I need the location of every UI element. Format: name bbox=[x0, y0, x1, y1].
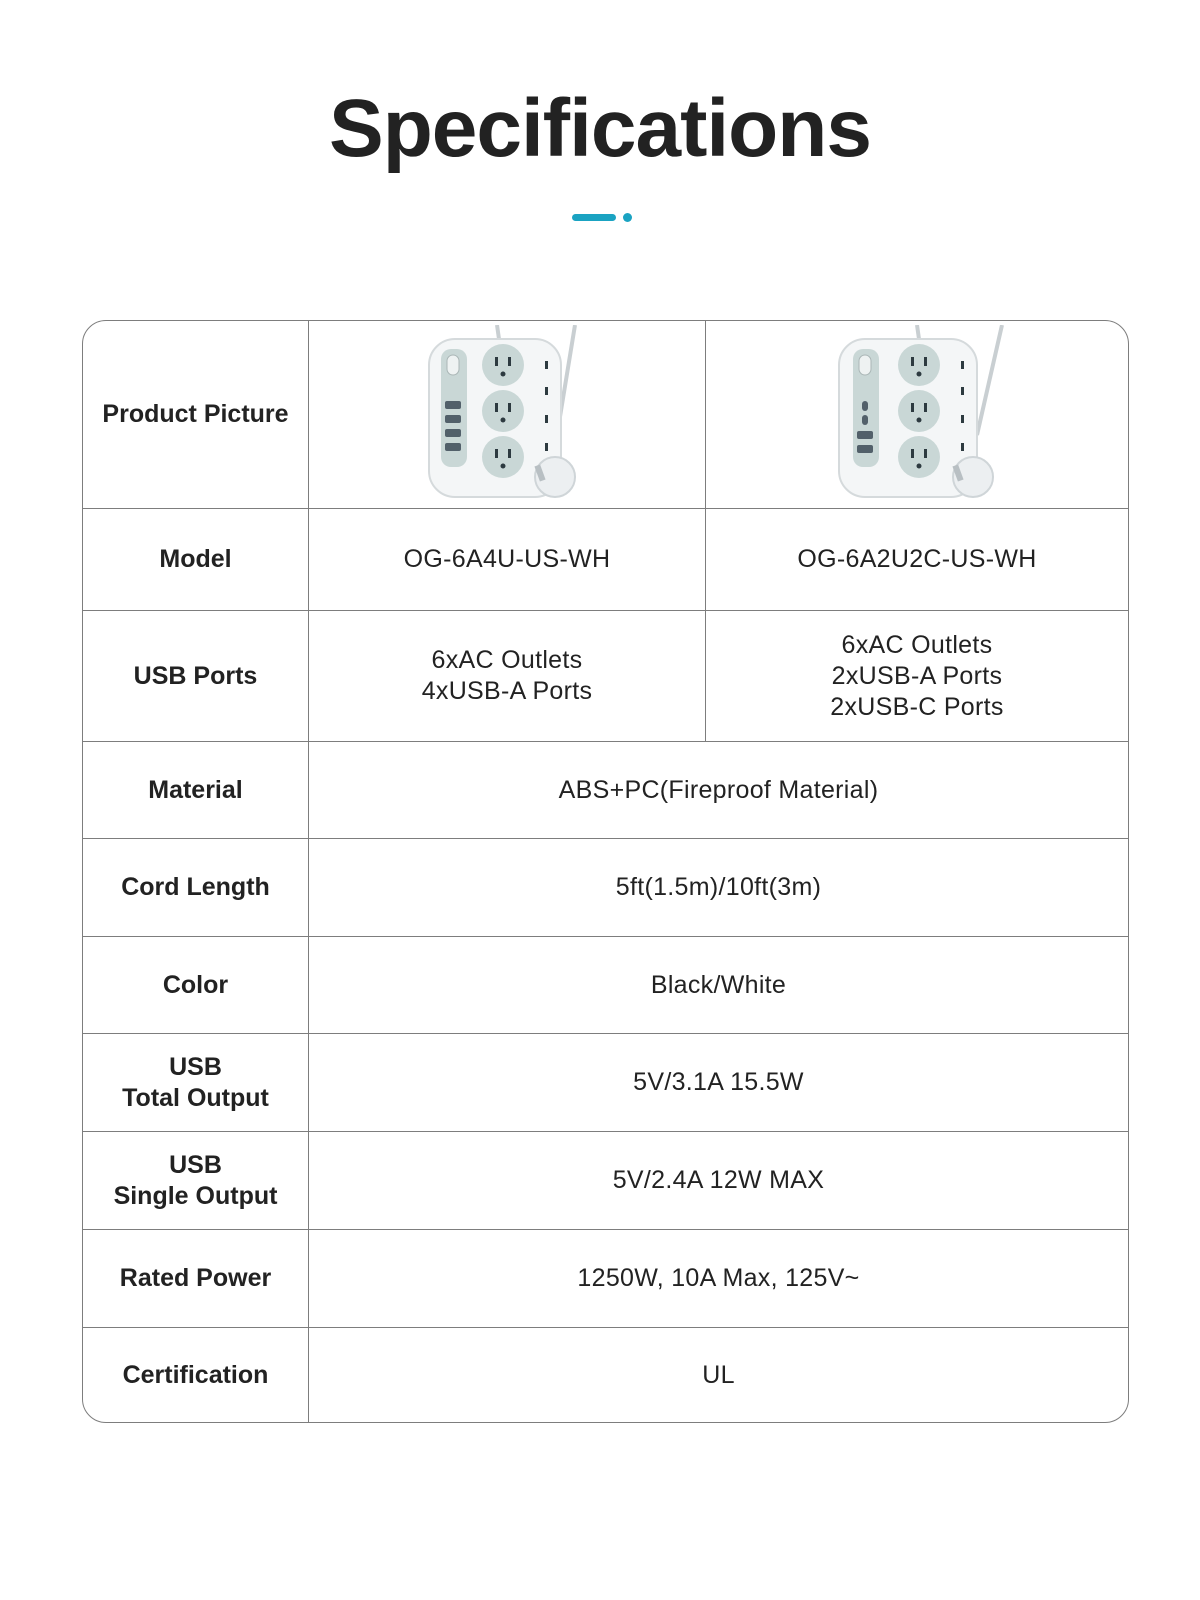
row-label-usb-total-output: USB Total Output bbox=[83, 1034, 309, 1132]
row-label-certification: Certification bbox=[83, 1328, 309, 1422]
product-picture-1 bbox=[309, 321, 706, 509]
rated-power-value: 1250W, 10A Max, 125V~ bbox=[309, 1230, 1128, 1328]
usb-total-output-value: 5V/3.1A 15.5W bbox=[309, 1034, 1128, 1132]
model-value-1: OG-6A4U-US-WH bbox=[309, 509, 706, 611]
row-label-usb-ports: USB Ports bbox=[83, 611, 309, 742]
product-picture-2 bbox=[706, 321, 1128, 509]
material-value: ABS+PC(Fireproof Material) bbox=[309, 742, 1128, 839]
row-label-color: Color bbox=[83, 937, 309, 1034]
row-label-usb-single-output: USB Single Output bbox=[83, 1132, 309, 1230]
certification-value: UL bbox=[702, 1360, 735, 1389]
usb-ports-value-1: 6xAC Outlets 4xUSB-A Ports bbox=[309, 611, 706, 742]
power-strip-2-usb-a-2-usb-c-icon bbox=[817, 325, 1017, 505]
color-value: Black/White bbox=[309, 937, 1128, 1034]
row-label-product-picture: Product Picture bbox=[83, 321, 309, 509]
model-value-2: OG-6A2U2C-US-WH bbox=[706, 509, 1128, 611]
accent-dot bbox=[623, 213, 632, 222]
accent-bar bbox=[572, 214, 616, 221]
cord-length-value: 5ft(1.5m)/10ft(3m) bbox=[309, 839, 1128, 937]
spec-table bbox=[82, 320, 1129, 1423]
row-label-rated-power: Rated Power bbox=[83, 1230, 309, 1328]
usb-single-output-value: 5V/2.4A 12W MAX bbox=[309, 1132, 1128, 1230]
row-label-model: Model bbox=[83, 509, 309, 611]
row-label-material: Material bbox=[83, 742, 309, 839]
power-strip-4-usb-a-icon bbox=[407, 325, 607, 505]
title-accent bbox=[0, 213, 1200, 223]
usb-ports-value-2: 6xAC Outlets 2xUSB-A Ports 2xUSB-C Ports bbox=[706, 611, 1128, 742]
row-label-cord-length: Cord Length bbox=[83, 839, 309, 937]
page-title: Specifications bbox=[329, 83, 871, 174]
